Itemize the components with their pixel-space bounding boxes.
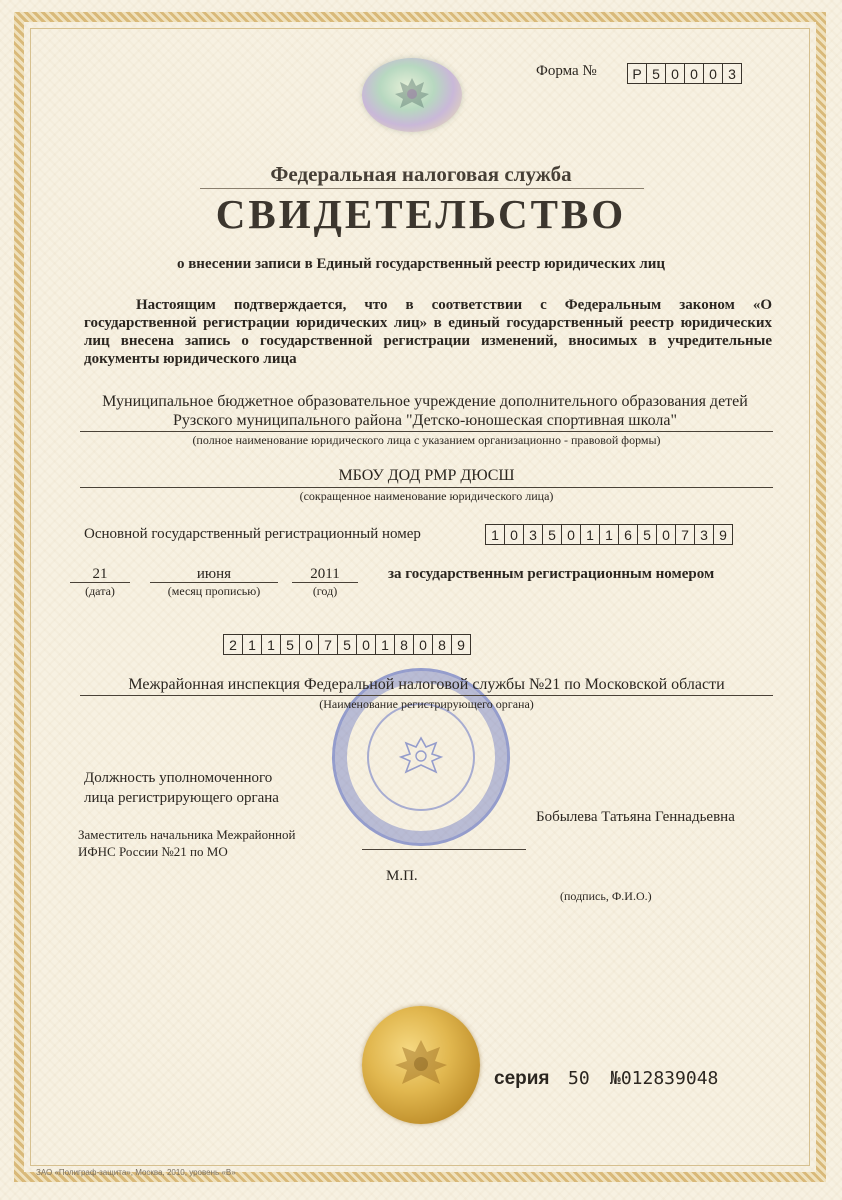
signature-line [362, 849, 526, 850]
agency-title: Федеральная налоговая служба [270, 162, 572, 186]
series-value: 50 [568, 1068, 590, 1089]
ogrn-digit: 5 [542, 524, 562, 545]
grn-digit: 5 [280, 634, 300, 655]
grn-label: за государственным регистрационным номером [388, 566, 715, 582]
ogrn-digit: 7 [675, 524, 695, 545]
grn-digit: 0 [299, 634, 319, 655]
stamp-emblem-icon [367, 703, 475, 811]
signature-caption: (подпись, Ф.И.О.) [560, 889, 652, 903]
grn-digit: 1 [242, 634, 262, 655]
position-value: Заместитель начальника Межрайонной ИФНС России №21 по МО [78, 827, 296, 859]
ogrn-digit: 0 [561, 524, 581, 545]
ogrn-digit: 1 [485, 524, 505, 545]
confirmation-paragraph: Настоящим подтверждается, что в соответствии с Федеральным законом «О государственной регистрации юридических лиц» в единый государственный реестр юридических лиц внесена запись о государственной регистрации изменений, вносимых в учредительные документы юридического лица [84, 297, 772, 367]
ogrn-digit: 5 [637, 524, 657, 545]
organization-short-name: МБОУ ДОД РМР ДЮСШ [338, 467, 515, 484]
grn-digit: 0 [356, 634, 376, 655]
ogrn-digit: 6 [618, 524, 638, 545]
ogrn-digit: 0 [504, 524, 524, 545]
form-number-label: Форма № [536, 63, 597, 79]
agency-underline [200, 188, 644, 189]
position-title: Должность уполномоченного лица регистрирующего органа [84, 770, 279, 806]
date-month-caption: (месяц прописью) [167, 584, 261, 598]
grn-digit: 8 [432, 634, 452, 655]
date-day: 21 [92, 566, 108, 582]
form-code-char: 3 [722, 63, 742, 84]
signer-name: Бобылева Татьяна Геннадьевна [536, 809, 735, 825]
ogrn-digit: 1 [599, 524, 619, 545]
series-label: серия [494, 1068, 550, 1089]
date-month: июня [196, 566, 232, 582]
authority-caption: (Наименование регистрирующего органа) [319, 697, 534, 711]
grn-digit: 5 [337, 634, 357, 655]
ogrn-digit: 0 [656, 524, 676, 545]
grn-digit: 2 [223, 634, 243, 655]
form-code-char: Р [627, 63, 647, 84]
ogrn-digit: 9 [713, 524, 733, 545]
date-year-caption: (год) [312, 584, 338, 598]
certificate-subtitle: о внесении записи в Единый государственный реестр юридических лиц [176, 256, 666, 272]
ogrn-digit: 1 [580, 524, 600, 545]
grn-digit: 1 [261, 634, 281, 655]
short-name-underline [80, 487, 773, 488]
grn-digit: 1 [375, 634, 395, 655]
registering-authority: Межрайонная инспекция Федеральной налоговой службы №21 по Московской области [128, 676, 725, 693]
form-code-char: 5 [646, 63, 666, 84]
hologram-emblem-icon [362, 58, 462, 132]
short-name-caption: (сокращенное наименование юридического лица) [299, 489, 554, 503]
date-month-underline [150, 582, 278, 583]
date-day-underline [70, 582, 130, 583]
serial-number: №012839048 [610, 1068, 719, 1089]
grn-digit: 9 [451, 634, 471, 655]
grn-boxes [224, 634, 471, 655]
grn-digit: 0 [413, 634, 433, 655]
grn-digit: 8 [394, 634, 414, 655]
grn-digit: 7 [318, 634, 338, 655]
printer-footer: ЗАО «Полиграф-защита», Москва, 2010, уровень «В» [36, 1168, 236, 1177]
ogrn-label: Основной государственный регистрационный номер [84, 526, 421, 542]
ogrn-boxes [486, 524, 733, 545]
form-code-char: 0 [665, 63, 685, 84]
form-code-char: 0 [703, 63, 723, 84]
form-number-boxes [628, 63, 742, 84]
full-name-underline [80, 431, 773, 432]
ogrn-digit: 3 [694, 524, 714, 545]
ogrn-digit: 3 [523, 524, 543, 545]
stamp-place-label: М.П. [386, 868, 418, 884]
date-day-caption: (дата) [85, 584, 115, 598]
form-code-char: 0 [684, 63, 704, 84]
full-name-caption: (полное наименование юридического лица с указанием организационно - правовой формы) [192, 433, 661, 447]
date-year-underline [292, 582, 358, 583]
gold-emblem-seal-icon [362, 1006, 480, 1124]
date-year: 2011 [310, 566, 340, 582]
certificate-title: СВИДЕТЕЛЬСТВО [215, 191, 627, 237]
authority-underline [80, 695, 773, 696]
organization-full-name: Муниципальное бюджетное образовательное учреждение дополнительного образования детей Рузского муниципального района "Детско-юношеская спортивная школа" [102, 393, 748, 429]
